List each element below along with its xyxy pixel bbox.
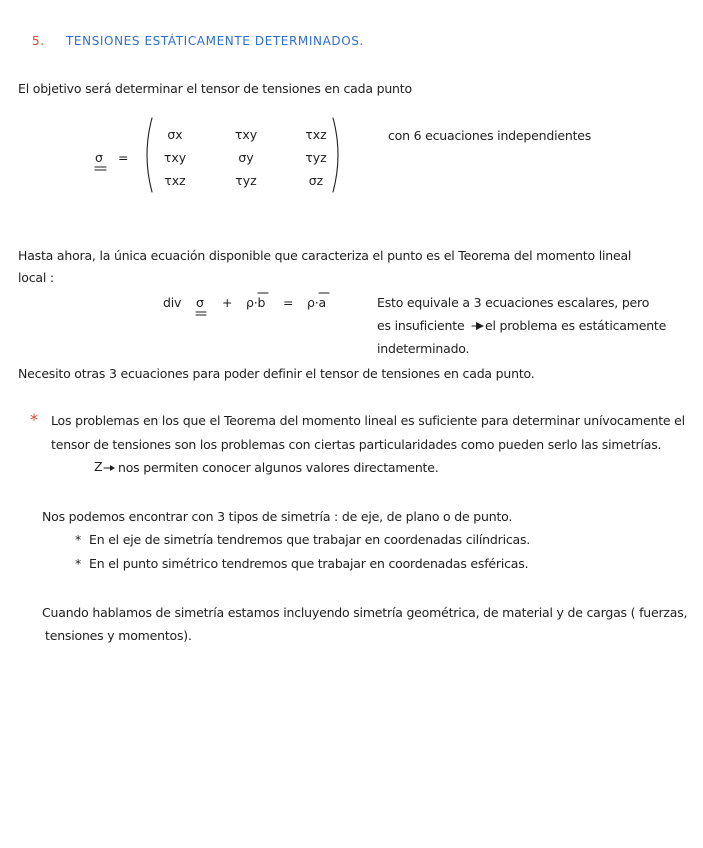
- matrix-cell: τxy: [163, 150, 187, 165]
- matrix-cell: τyz: [235, 173, 257, 188]
- tensor-note: con 6 ecuaciones independientes: [388, 128, 592, 143]
- momentum-note-2b: el problema es estáticamente: [485, 318, 667, 333]
- matrix-cell: τxz: [305, 127, 327, 142]
- eq-sigma: σ: [196, 295, 204, 310]
- star-line-3: nos permiten conocer algunos valores directamente.: [118, 460, 439, 475]
- tensor-equals: =: [118, 150, 129, 165]
- matrix-cell: σy: [238, 150, 254, 165]
- eq-rho-a: ρ·a: [307, 295, 326, 310]
- implication-arrow-head: [476, 322, 484, 330]
- section-number: 5.: [32, 34, 45, 48]
- eq-rho-b: ρ·b: [246, 295, 266, 310]
- need-line: Necesito otras 3 ecuaciones para poder definir el tensor de tensiones en cada punto.: [18, 366, 535, 381]
- eq-plus: +: [222, 295, 233, 310]
- symmetry-bullet-1: En el eje de simetría tendremos que trabajar en coordenadas cilíndricas.: [89, 532, 531, 547]
- tensor-symbol: σ: [95, 150, 103, 165]
- momentum-note-1: Esto equivale a 3 ecuaciones escalares, pero: [377, 295, 650, 310]
- matrix-cell: τxz: [164, 173, 186, 188]
- eq-equals: =: [283, 295, 294, 310]
- matrix-right-bracket: [333, 118, 338, 192]
- momentum-note-3: indeterminado.: [377, 341, 470, 356]
- matrix-cell: σx: [167, 127, 183, 142]
- bullet-mark: *: [75, 532, 82, 547]
- matrix-cell: τxy: [234, 127, 258, 142]
- momentum-line-1: Hasta ahora, la única ecuación disponible que caracteriza el punto es el Teorema del momento lineal: [18, 248, 632, 263]
- matrix-cell: σz: [308, 173, 324, 188]
- symmetry-bullet-2: En el punto simétrico tendremos que trabajar en coordenadas esféricas.: [89, 556, 529, 571]
- star-line-3-prefix: Z: [94, 459, 103, 474]
- symmetry-intro: Nos podemos encontrar con 3 tipos de simetría : de eje, de plano o de punto.: [42, 509, 513, 524]
- eq-div: div: [163, 295, 182, 310]
- star-line-1: Los problemas en los que el Teorema del momento lineal es suficiente para determinar unívocamente el: [51, 413, 685, 428]
- z-arrow-head: [110, 465, 115, 471]
- closing-line-1: Cuando hablamos de simetría estamos incluyendo simetría geométrica, de material y de cargas ( fuerzas,: [42, 605, 688, 620]
- closing-line-2: tensiones y momentos).: [45, 628, 192, 643]
- momentum-line-2: local :: [18, 270, 54, 285]
- star-bullet: *: [30, 410, 38, 429]
- matrix-left-bracket: [147, 118, 152, 192]
- star-line-2: tensor de tensiones son los problemas con ciertas particularidades como pueden serlo las simetrías.: [51, 437, 662, 452]
- bullet-mark: *: [75, 556, 82, 571]
- intro-text: El objetivo será determinar el tensor de tensiones en cada punto: [18, 81, 412, 96]
- momentum-note-2: es insuficiente: [377, 318, 465, 333]
- matrix-cell: τyz: [305, 150, 327, 165]
- section-title: TENSIONES ESTÁTICAMENTE DETERMINADOS.: [66, 34, 364, 48]
